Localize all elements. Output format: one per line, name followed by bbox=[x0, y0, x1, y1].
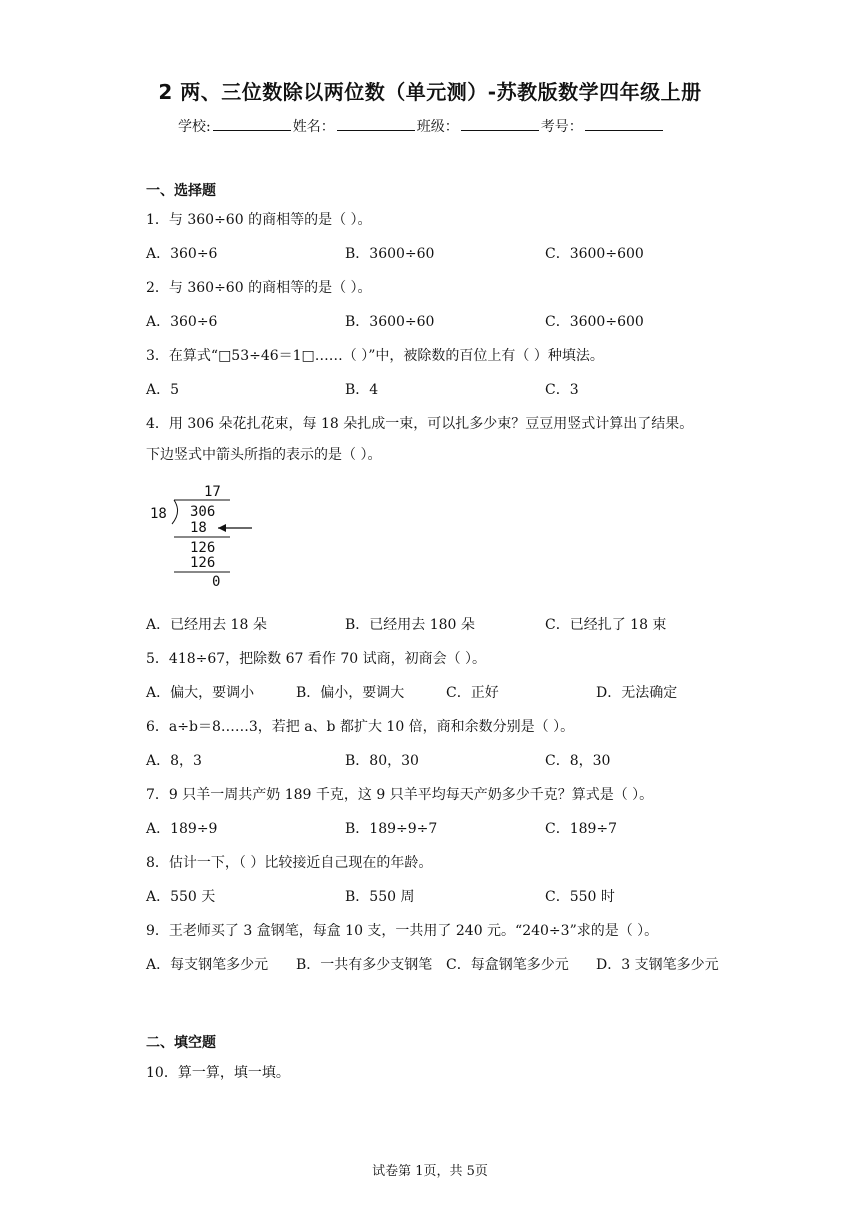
page-footer: 试卷第 1页，共 5页 bbox=[372, 1164, 488, 1179]
school-blank bbox=[213, 118, 291, 131]
q9-option-c: C．每盒钢笔多少元 bbox=[446, 957, 569, 973]
division-step-2: 126 bbox=[190, 540, 216, 556]
q3-option-a: A．5 bbox=[146, 382, 180, 398]
class-label: 班级： bbox=[416, 119, 459, 135]
arrow-icon bbox=[218, 524, 226, 532]
q8-option-b: B．550 周 bbox=[345, 889, 415, 905]
q2-option-a: A．360÷6 bbox=[146, 314, 218, 330]
q1-option-a: A．360÷6 bbox=[146, 246, 218, 262]
question-8: 8．估计一下，（ ）比较接近自己现在的年龄。 bbox=[146, 855, 433, 871]
q5-option-a: A．偏大，要调小 bbox=[146, 685, 255, 701]
question-1: 1．与 360÷60 的商相等的是（ ）。 bbox=[146, 212, 372, 228]
section-title-fill: 二、填空题 bbox=[146, 1035, 216, 1051]
division-divisor: 18 bbox=[150, 506, 167, 522]
q6-option-a: A．8，3 bbox=[146, 753, 202, 769]
q5-option-c: C．正好 bbox=[446, 685, 499, 701]
name-label: 姓名： bbox=[292, 119, 335, 135]
question-7: 7．9 只羊一周共产奶 189 千克，这 9 只羊平均每天产奶多少千克？算式是（ ）。 bbox=[146, 787, 654, 803]
question-5: 5．418÷67，把除数 67 看作 70 试商，初商会（ ）。 bbox=[146, 651, 487, 667]
number-label: 考号： bbox=[540, 119, 583, 135]
division-quotient: 17 bbox=[204, 484, 221, 500]
q5-option-d: D．无法确定 bbox=[596, 685, 678, 701]
question-3: 3．在算式“□53÷46＝1□……（ ）”中，被除数的百位上有（ ）种填法。 bbox=[146, 348, 604, 364]
question-2: 2．与 360÷60 的商相等的是（ ）。 bbox=[146, 280, 372, 296]
division-step-1: 18 bbox=[190, 520, 207, 536]
q8-option-a: A．550 天 bbox=[146, 889, 216, 905]
q6-option-c: C．8，30 bbox=[545, 753, 611, 769]
page-title: 2 两、三位数除以两位数（单元测）-苏教版数学四年级上册 bbox=[158, 80, 702, 104]
long-division-diagram bbox=[148, 480, 268, 590]
q2-option-b: B．3600÷60 bbox=[345, 314, 435, 330]
division-bracket bbox=[172, 500, 178, 524]
division-step-3: 126 bbox=[190, 555, 216, 571]
q8-option-c: C．550 时 bbox=[545, 889, 615, 905]
q3-option-b: B．4 bbox=[345, 382, 379, 398]
question-4: 4．用 306 朵花扎花束，每 18 朵扎成一束，可以扎多少束？豆豆用竖式计算出了结果。 bbox=[146, 416, 694, 432]
q9-option-a: A．每支钢笔多少元 bbox=[146, 957, 269, 973]
q7-option-b: B．189÷9÷7 bbox=[345, 821, 438, 837]
number-blank bbox=[585, 118, 663, 131]
q4-option-b: B．已经用去 180 朵 bbox=[345, 617, 475, 633]
section-title-choice: 一、选择题 bbox=[146, 183, 216, 199]
q1-option-b: B．3600÷60 bbox=[345, 246, 435, 262]
q9-option-b: B．一共有多少支钢笔 bbox=[296, 957, 433, 973]
q6-option-b: B．80，30 bbox=[345, 753, 419, 769]
division-remainder: 0 bbox=[212, 574, 221, 590]
q7-option-c: C．189÷7 bbox=[545, 821, 618, 837]
q3-option-c: C．3 bbox=[545, 382, 579, 398]
q4-option-a: A．已经用去 18 朵 bbox=[146, 617, 267, 633]
q5-option-b: B．偏小，要调大 bbox=[296, 685, 405, 701]
question-4-line-2: 下边竖式中箭头所指的表示的是（ ）。 bbox=[146, 447, 382, 463]
name-blank bbox=[337, 118, 415, 131]
school-label: 学校: bbox=[178, 119, 211, 135]
q9-option-d: D．3 支钢笔多少元 bbox=[596, 957, 719, 973]
question-10: 10．算一算，填一填。 bbox=[146, 1065, 290, 1081]
q4-option-c: C．已经扎了 18 束 bbox=[545, 617, 667, 633]
student-info-line bbox=[178, 116, 665, 136]
q1-option-c: C．3600÷600 bbox=[545, 246, 644, 262]
question-6: 6．a÷b＝8……3，若把 a、b 都扩大 10 倍，商和余数分别是（ ）。 bbox=[146, 719, 575, 735]
question-9: 9．王老师买了 3 盒钢笔，每盒 10 支，一共用了 240 元。“240÷3”求的是（ ）。 bbox=[146, 923, 659, 939]
class-blank bbox=[461, 118, 539, 131]
q2-option-c: C．3600÷600 bbox=[545, 314, 644, 330]
division-dividend: 306 bbox=[190, 504, 216, 520]
q7-option-a: A．189÷9 bbox=[146, 821, 218, 837]
